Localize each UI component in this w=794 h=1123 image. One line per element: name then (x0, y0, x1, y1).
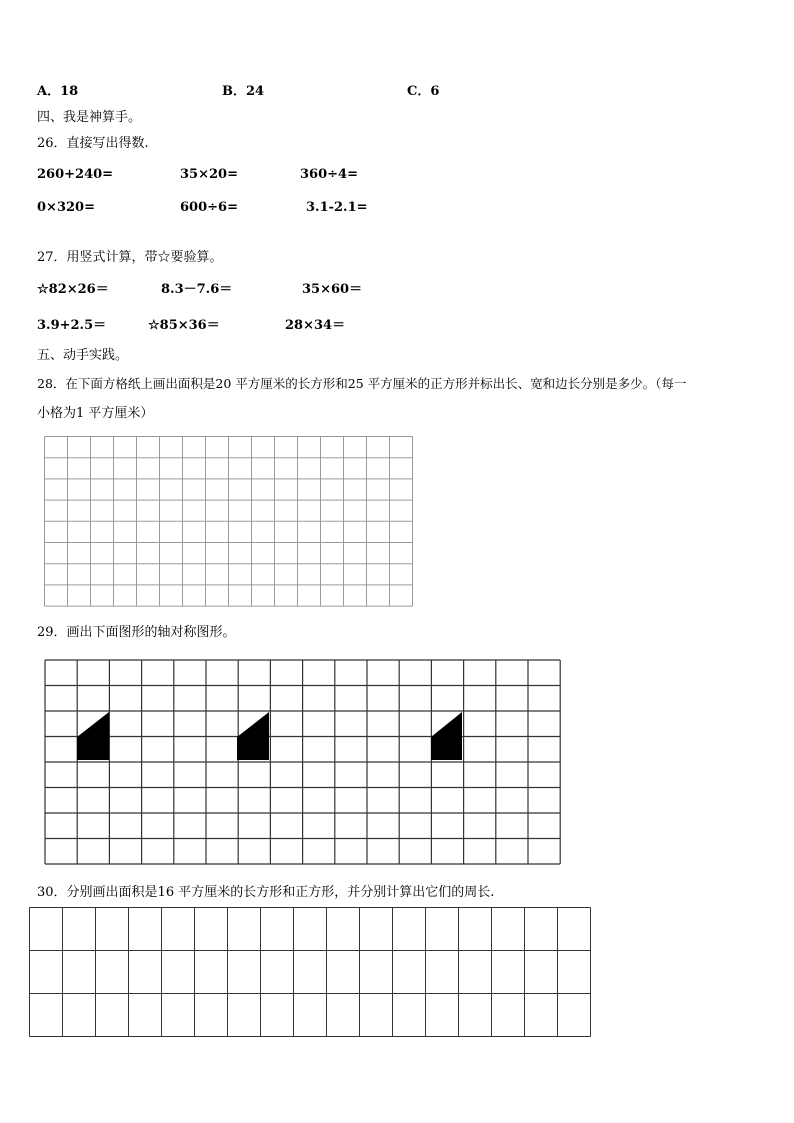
q26-item: 600÷6= (180, 200, 238, 215)
q26-item: 3.1-2.1= (306, 200, 368, 215)
section-4-title: 四、我是神算手。 (37, 110, 142, 125)
q27-item: ☆85×36＝ (148, 318, 220, 333)
section-5-title: 五、动手实践。 (37, 348, 129, 363)
trapezoid-shape-1 (77, 712, 109, 760)
trapezoid-shape-2 (237, 712, 269, 760)
q28-grid-paper[interactable] (44, 436, 414, 608)
q29-grid[interactable] (44, 659, 566, 867)
q27-title: 27．用竖式计算，带☆要验算。 (37, 250, 223, 265)
q27-item: 35×60＝ (302, 282, 363, 297)
q27-item: 28×34＝ (285, 318, 346, 333)
trapezoid-shape-3 (431, 712, 462, 760)
q28-text-line1: 28．在下面方格纸上画出面积是20 平方厘米的长方形和25 平方厘米的正方形并标出长、宽和边长分别是多少。（每一 (37, 376, 687, 391)
q26-title: 26．直接写出得数. (37, 136, 149, 151)
option-b: B．24 (222, 84, 265, 99)
q27-item: 8.3－7.6＝ (161, 282, 233, 297)
q26-item: 260+240= (37, 167, 114, 182)
option-c: C．6 (407, 84, 440, 99)
q26-item: 35×20= (180, 167, 238, 182)
q27-item: 3.9+2.5＝ (37, 318, 107, 333)
q29-title: 29．画出下面图形的轴对称图形。 (37, 625, 236, 640)
q30-title: 30．分别画出面积是16 平方厘米的长方形和正方形，并分别计算出它们的周长. (37, 885, 495, 900)
option-a: A．18 (37, 84, 79, 99)
q27-item: ☆82×26＝ (37, 282, 109, 297)
q26-item: 0×320= (37, 200, 95, 215)
q30-grid[interactable] (29, 907, 593, 1038)
q28-text-line2: 小格为1 平方厘米） (37, 406, 154, 421)
q26-item: 360÷4= (300, 167, 358, 182)
